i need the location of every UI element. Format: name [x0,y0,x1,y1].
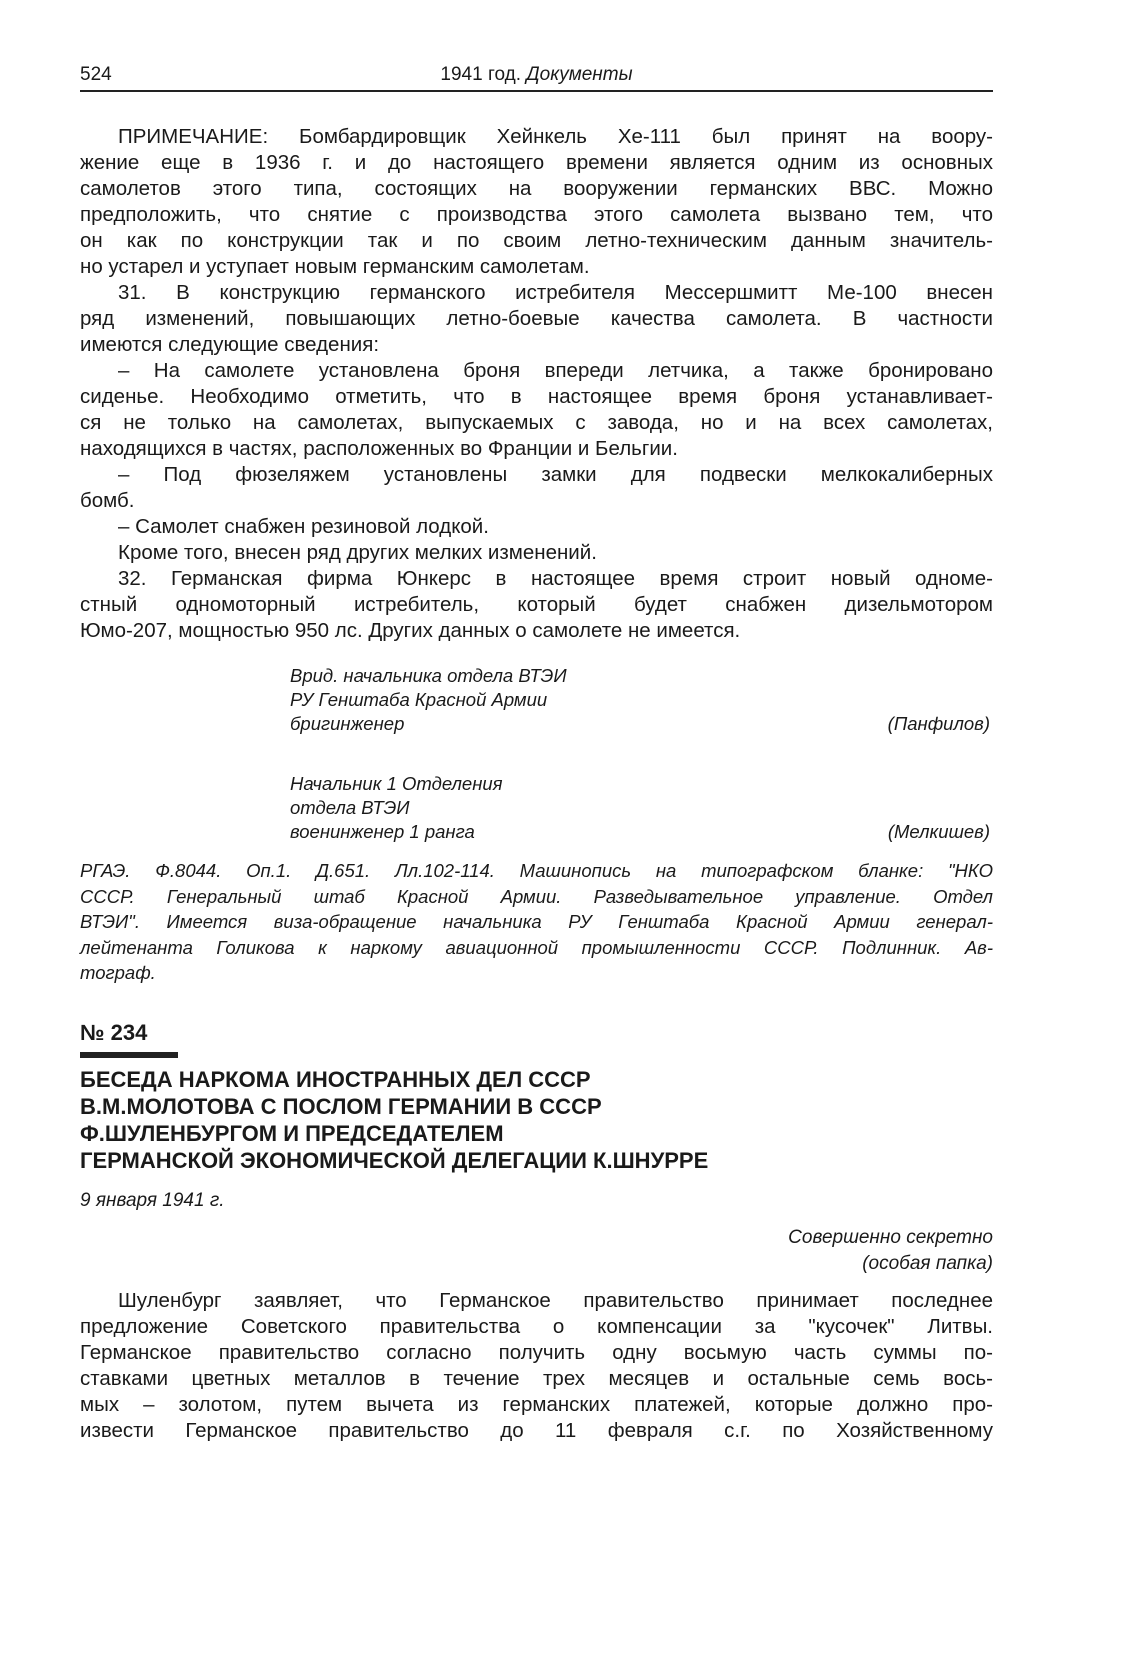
title-line: ГЕРМАНСКОЙ ЭКОНОМИЧЕСКОЙ ДЕЛЕГАЦИИ К.ШНУРРЕ [80,1148,709,1173]
running-title [80,64,993,86]
running-title-italic: Документы [526,64,633,85]
text-line: ПРИМЕЧАНИЕ: Бомбардировщик Хейнкель Хе-111 был принят на воору- [118,125,993,148]
running-header [80,62,993,92]
signature-title: Врид. начальника отдела ВТЭИ [290,665,567,686]
signature-title: РУ Генштаба Красной Армии [290,689,548,710]
signature-line [290,796,990,820]
document-date: 9 января 1941 г. [80,1190,225,1211]
signature-title: военинженер 1 ранга [290,821,475,842]
archive-note-line: лейтенанта Голикова к наркому авиационной промышленности СССР. Подлинник. Ав- [80,936,993,958]
text-line: сиденье. Необходимо отметить, что в настоящее время броня устанавливает- [80,385,993,408]
text-line: находящихся в частях, расположенных во Франции и Бельгии. [80,437,678,460]
text-line: Шуленбург заявляет, что Германское правительство принимает последнее [118,1289,993,1312]
text-line: жение еще в 1936 г. и до настоящего времени является одним из основных [80,151,993,174]
text-line: имеются следующие сведения: [80,333,380,356]
number-underline-bar [80,1052,178,1058]
signatory-name: (Мелкишев) [887,821,990,842]
folder-label: (особая папка) [862,1253,993,1274]
title-line: Ф.ШУЛЕНБУРГОМ И ПРЕДСЕДАТЕЛЕМ [80,1121,504,1146]
signature-title: отдела ВТЭИ [290,797,410,818]
text-line: самолетов этого типа, состоящих на вооружении германских ВВС. Можно [80,177,993,200]
signature-block [290,664,990,736]
title-line: БЕСЕДА НАРКОМА ИНОСТРАННЫХ ДЕЛ СССР [80,1067,591,1092]
signatory-name: (Панфилов) [887,713,990,734]
text-line: мых – золотом, путем вычета из германских платежей, которые должно про- [80,1393,993,1416]
archive-note [80,858,993,986]
signature-title: Начальник 1 Отделения [290,773,503,794]
text-line: он как по конструкции так и по своим летно-техническим данным значитель- [80,229,993,252]
signature-block [290,772,990,844]
text-line: ряд изменений, повышающих летно-боевые качества самолета. В частности [80,307,993,330]
archive-note-line: РГАЭ. Ф.8044. Оп.1. Д.651. Лл.102-114. Машинопись на типографском бланке: "НКО [80,860,993,881]
text-line: Кроме того, внесен ряд других мелких изменений. [118,541,597,564]
text-line: ставками цветных металлов в течение трех месяцев и остальные семь вось- [80,1367,993,1390]
title-line: В.М.МОЛОТОВА С ПОСЛОМ ГЕРМАНИИ В СССР [80,1094,602,1119]
text-line: 31. В конструкцию германского истребителя Мессершмитт Ме-100 внесен [118,281,993,304]
signature-line [290,820,990,844]
classification-label: Совершенно секретно [788,1227,993,1248]
text-line: стный одномоторный истребитель, который будет снабжен дизельмотором [80,593,993,616]
running-title-year: 1941 год. [440,64,521,85]
text-line: предложение Советского правительства о компенсации за "кусочек" Литвы. [80,1315,993,1338]
text-line: – Самолет снабжен резиновой лодкой. [118,515,489,538]
page-number: 524 [80,64,112,85]
signature-title: бригинженер [290,713,405,734]
document-body [80,1288,993,1444]
body-text-top [80,124,993,644]
signature-line [290,664,990,688]
text-line: бомб. [80,489,135,512]
document-number: № 234 [80,1020,148,1045]
text-line: Германское правительство согласно получить одну восьмую часть суммы по- [80,1341,993,1364]
text-line: ся не только на самолетах, выпускаемых с завода, но и на всех самолетах, [80,411,993,434]
classification-stamp [788,1225,993,1277]
archive-note-line: СССР. Генеральный штаб Красной Армии. Разведывательное управление. Отдел [80,885,993,907]
signature-line [290,772,990,796]
document-title [80,1066,708,1174]
text-line: – На самолете установлена броня впереди летчика, а также бронировано [118,359,993,382]
text-line: Юмо-207, мощностью 950 лс. Других данных о самолете не имеется. [80,619,741,642]
signature-line [290,688,990,712]
signature-blocks [290,664,990,844]
archive-note-line: тограф. [80,962,156,983]
text-line: извести Германское правительство до 11 февраля с.г. по Хозяйственному [80,1419,993,1442]
text-line: 32. Германская фирма Юнкерс в настоящее время строит новый одноме- [118,567,993,590]
text-line: – Под фюзеляжем установлены замки для подвески мелкокалиберных [118,463,993,486]
archive-note-line: ВТЭИ". Имеется виза-обращение начальника РУ Генштаба Красной Армии генерал- [80,911,993,932]
text-line: предположить, что снятие с производства этого самолета вызвано тем, что [80,203,993,226]
text-line: но устарел и уступает новым германским самолетам. [80,255,590,278]
signature-line [290,712,990,736]
